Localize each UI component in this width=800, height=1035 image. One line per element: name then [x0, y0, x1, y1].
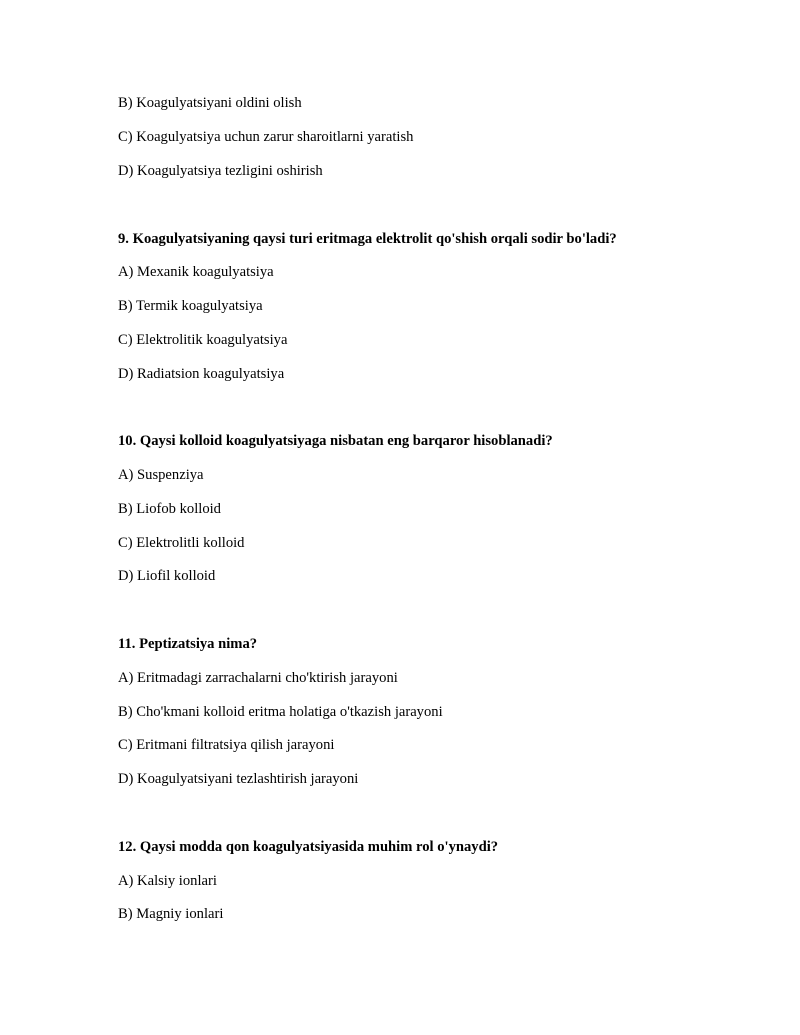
option-10b: B) Liofob kolloid: [118, 501, 221, 517]
option-8d: D) Koagulyatsiya tezligini oshirish: [118, 163, 323, 179]
option-10c: C) Elektrolitli kolloid: [118, 535, 245, 551]
option-12a: A) Kalsiy ionlari: [118, 873, 217, 889]
option-11a: A) Eritmadagi zarrachalarni cho'ktirish jarayoni: [118, 670, 398, 686]
question-11: 11. Peptizatsiya nima?: [118, 636, 258, 652]
question-12: 12. Qaysi modda qon koagulyatsiyasida muhim rol o'ynaydi?: [118, 839, 499, 855]
option-8c: C) Koagulyatsiya uchun zarur sharoitlarni yaratish: [118, 129, 414, 145]
option-11c: C) Eritmani filtratsiya qilish jarayoni: [118, 737, 335, 753]
question-9: 9. Koagulyatsiyaning qaysi turi eritmaga elektrolit qo'shish orqali sodir bo'ladi?: [118, 231, 617, 247]
option-10a: A) Suspenziya: [118, 467, 204, 483]
question-10: 10. Qaysi kolloid koagulyatsiyaga nisbatan eng barqaror hisoblanadi?: [118, 433, 553, 449]
option-12b: B) Magniy ionlari: [118, 906, 224, 922]
option-8b: B) Koagulyatsiyani oldini olish: [118, 95, 302, 111]
option-9a: A) Mexanik koagulyatsiya: [118, 264, 274, 280]
option-9d: D) Radiatsion koagulyatsiya: [118, 366, 285, 382]
option-11d: D) Koagulyatsiyani tezlashtirish jarayoni: [118, 771, 359, 787]
option-9c: C) Elektrolitik koagulyatsiya: [118, 332, 288, 348]
option-11b: B) Cho'kmani kolloid eritma holatiga o'tkazish jarayoni: [118, 704, 443, 720]
option-10d: D) Liofil kolloid: [118, 568, 216, 584]
option-9b: B) Termik koagulyatsiya: [118, 298, 263, 314]
